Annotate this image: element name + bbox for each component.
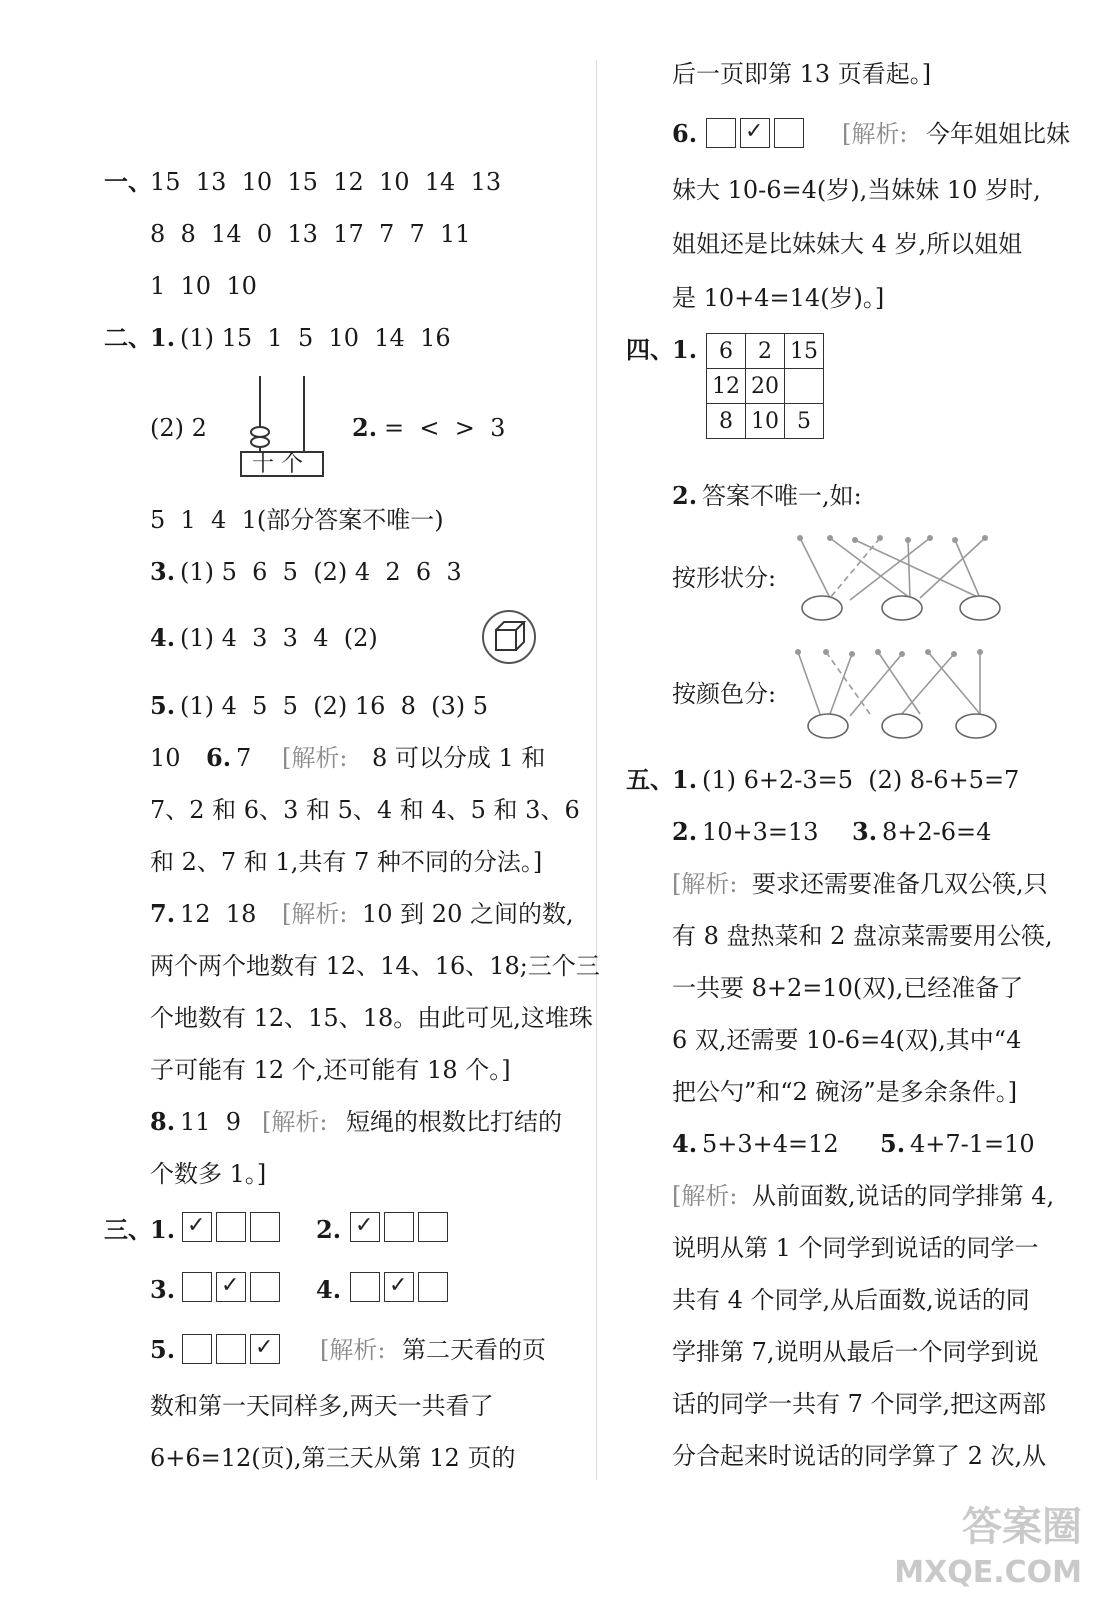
s5-q4-number: 4.: [672, 1129, 698, 1158]
s5-q2-answer: 10+3=13: [702, 818, 819, 846]
magic-square-grid: [706, 333, 824, 439]
s2-q2-answer-a: = < > 3: [384, 414, 506, 442]
s2-q5-answer: (1) 4 5 5 (2) 16 8 (3) 5: [180, 692, 489, 720]
s2-q8-number: 8.: [150, 1107, 176, 1136]
s3-q5-explain-3: 6+6=12(页),第三天从第 12 页的: [150, 1444, 516, 1472]
s2-q6-explain-2: 7、2 和 6、3 和 5、4 和 4、5 和 3、6: [150, 796, 580, 824]
s1-row-1: 15 13 10 15 12 10 14 13: [150, 168, 502, 196]
check-mark-icon: ✓: [255, 1335, 274, 1360]
s2-q7-explain-head: [解析:: [282, 900, 348, 928]
grid-cell: 8: [707, 404, 746, 439]
s3-q1-box-3: [250, 1212, 280, 1242]
s5-q1-number: 1.: [672, 765, 698, 794]
s3-q5-box-2: [216, 1334, 246, 1364]
grid-cell: [785, 369, 824, 404]
s2-q4-number: 4.: [150, 623, 176, 652]
s2-q2-answer-b: 5 1 4 1(部分答案不唯一): [150, 506, 444, 534]
s2-q3-answer: (1) 5 6 5 (2) 4 2 6 3: [180, 558, 462, 586]
grid-cell: 12: [707, 369, 746, 404]
s2-q7-explain-3: 个地数有 12、15、18。由此可见,这堆珠: [150, 1004, 593, 1032]
s2-q7-explain-2: 两个两个地数有 12、14、16、18;三个三: [150, 952, 600, 980]
column-divider: [596, 60, 597, 1480]
grid-cell: 2: [746, 334, 785, 369]
s3-q5-explain-1: 第二天看的页: [402, 1336, 546, 1364]
abacus-bead: [251, 427, 269, 437]
s3-q4-number: 4.: [316, 1275, 342, 1304]
r-continued-line: 后一页即第 13 页看起。]: [672, 60, 932, 88]
grid-cell: 5: [785, 404, 824, 439]
s5-q3-answer: 8+2-6=4: [882, 818, 992, 846]
s3-q6-explain-4: 是 10+4=14(岁)。]: [672, 284, 885, 312]
check-mark-icon: ✓: [389, 1273, 408, 1298]
watermark-logo: 答案圈: [962, 1504, 1082, 1550]
section-4-label: 四、: [626, 335, 674, 364]
s3-q1-number: 1.: [150, 1215, 176, 1244]
s2-q1-number: 1.: [150, 323, 176, 352]
s1-row-3: 1 10 10: [150, 272, 257, 300]
s2-q3-number: 3.: [150, 557, 176, 586]
s2-q8-answer: 11 9: [180, 1108, 242, 1136]
s4-q2-number: 2.: [672, 481, 698, 510]
s3-q4-box-1: [350, 1272, 380, 1302]
s2-q5-number: 5.: [150, 691, 176, 720]
s2-q7-explain-4: 子可能有 12 个,还可能有 18 个。]: [150, 1056, 511, 1084]
s3-q2-box-3: [418, 1212, 448, 1242]
s3-q6-number: 6.: [672, 119, 698, 148]
s5-q5-explain-4: 学排第 7,说明从最后一个同学到说: [672, 1338, 1039, 1366]
abacus-bead: [251, 437, 269, 447]
s5-q4-answer: 5+3+4=12: [702, 1130, 839, 1158]
s3-q5-explain-2: 数和第一天同样多,两天一共看了: [150, 1392, 494, 1420]
grid-cell: 15: [785, 334, 824, 369]
s2-q6-answer: 7: [236, 744, 252, 772]
grid-cell: 10: [746, 404, 785, 439]
s3-q2-box-1: [350, 1212, 380, 1242]
s3-q6-explain-2: 妹大 10-6=4(岁),当妹妹 10 岁时,: [672, 176, 1041, 204]
s5-q5-explain-head: [解析:: [672, 1182, 738, 1210]
s5-q3-explain-2: 有 8 盘热菜和 2 盘凉菜需要用公筷,: [672, 922, 1053, 950]
s2-q6-number: 6.: [206, 743, 232, 772]
check-mark-icon: ✓: [355, 1213, 374, 1238]
s5-q5-explain-6: 分合起来时说话的同学算了 2 次,从: [672, 1442, 1047, 1470]
s2-q6-explain-head: [解析:: [282, 744, 348, 772]
shape-sort-label: 按形状分:: [672, 564, 777, 592]
s3-q6-explain-3: 姐姐还是比妹妹大 4 岁,所以姐姐: [672, 230, 1023, 258]
color-sort-label: 按颜色分:: [672, 680, 777, 708]
grid-cell: 20: [746, 369, 785, 404]
section-2-label: 二、: [104, 323, 152, 352]
s3-q4-box-3: [418, 1272, 448, 1302]
s3-q3-box-3: [250, 1272, 280, 1302]
s2-q6-explain-3: 和 2、7 和 1,共有 7 种不同的分法。]: [150, 848, 543, 876]
color-sort-diagram: [790, 644, 1010, 744]
s3-q5-box-3: [250, 1334, 280, 1364]
s3-q3-box-2: [216, 1272, 246, 1302]
s2-q6-explain-1: 8 可以分成 1 和: [372, 744, 546, 772]
s5-q3-explain-3: 一共要 8+2=10(双),已经准备了: [672, 974, 1024, 1002]
section-3-label: 三、: [104, 1215, 152, 1244]
s5-q1-answer: (1) 6+2-3=5 (2) 8-6+5=7: [702, 766, 1020, 794]
s2-q1-answer-b: (2) 2: [150, 414, 207, 442]
s3-q2-box-2: [384, 1212, 414, 1242]
section-5-label: 五、: [626, 765, 674, 794]
s5-q5-answer: 4+7-1=10: [910, 1130, 1035, 1158]
s3-q3-number: 3.: [150, 1275, 176, 1304]
s5-q2-number: 2.: [672, 817, 698, 846]
grid-cell: 6: [707, 334, 746, 369]
s2-q7-answer: 12 18: [180, 900, 257, 928]
s2-q8-explain-head: [解析:: [262, 1108, 328, 1136]
s2-q8-explain-1: 短绳的根数比打结的: [346, 1108, 562, 1136]
s5-q3-explain-4: 6 双,还需要 10-6=4(双),其中“4: [672, 1026, 1022, 1054]
s2-q2-number: 2.: [352, 413, 378, 442]
s2-q5-answer-cont: 10: [150, 744, 181, 772]
s5-q3-explain-5: 把公勺”和“2 碗汤”是多余条件。]: [672, 1078, 1018, 1106]
s2-q7-explain-1: 10 到 20 之间的数,: [362, 900, 574, 928]
s5-q3-number: 3.: [852, 817, 878, 846]
s3-q1-box-1: [182, 1212, 212, 1242]
s3-q6-box-3: [774, 118, 804, 148]
s2-q8-explain-2: 个数多 1。]: [150, 1160, 267, 1188]
s5-q5-explain-3: 共有 4 个同学,从后面数,说话的同: [672, 1286, 1030, 1314]
watermark-url: MXQE.COM: [894, 1555, 1082, 1590]
check-mark-icon: ✓: [745, 119, 764, 144]
s3-q3-box-1: [182, 1272, 212, 1302]
s3-q6-box-2: [740, 118, 770, 148]
s5-q5-number: 5.: [880, 1129, 906, 1158]
s3-q5-box-1: [182, 1334, 212, 1364]
s5-q3-explain-1: 要求还需要准备几双公筷,只: [752, 870, 1048, 898]
section-1-label: 一、: [104, 167, 152, 196]
check-mark-icon: ✓: [221, 1273, 240, 1298]
s4-q2-text: 答案不唯一,如:: [702, 482, 862, 510]
s1-row-2: 8 8 14 0 13 17 7 7 11: [150, 220, 471, 248]
s3-q4-box-2: [384, 1272, 414, 1302]
s5-q5-explain-1: 从前面数,说话的同学排第 4,: [752, 1182, 1055, 1210]
s5-q3-explain-head: [解析:: [672, 870, 738, 898]
s2-q1-answer-a: (1) 15 1 5 10 14 16: [180, 324, 451, 352]
abacus-label: 十 个: [252, 452, 303, 477]
cube-figure: [480, 608, 538, 666]
s3-q6-explain-1: 今年姐姐比妹: [926, 120, 1070, 148]
s5-q5-explain-5: 话的同学一共有 7 个同学,把这两部: [672, 1390, 1047, 1418]
s2-q4-answer: (1) 4 3 3 4 (2): [180, 624, 378, 652]
s3-q1-box-2: [216, 1212, 246, 1242]
s3-q6-explain-head: [解析:: [842, 120, 908, 148]
check-mark-icon: ✓: [187, 1213, 206, 1238]
s2-q7-number: 7.: [150, 899, 176, 928]
s5-q5-explain-2: 说明从第 1 个同学到说话的同学一: [672, 1234, 1039, 1262]
s3-q5-number: 5.: [150, 1335, 176, 1364]
s4-q1-number: 1.: [672, 335, 698, 364]
shape-sort-diagram: [790, 528, 1010, 628]
s3-q2-number: 2.: [316, 1215, 342, 1244]
s3-q5-explain-head: [解析:: [320, 1336, 386, 1364]
s3-q6-box-1: [706, 118, 736, 148]
